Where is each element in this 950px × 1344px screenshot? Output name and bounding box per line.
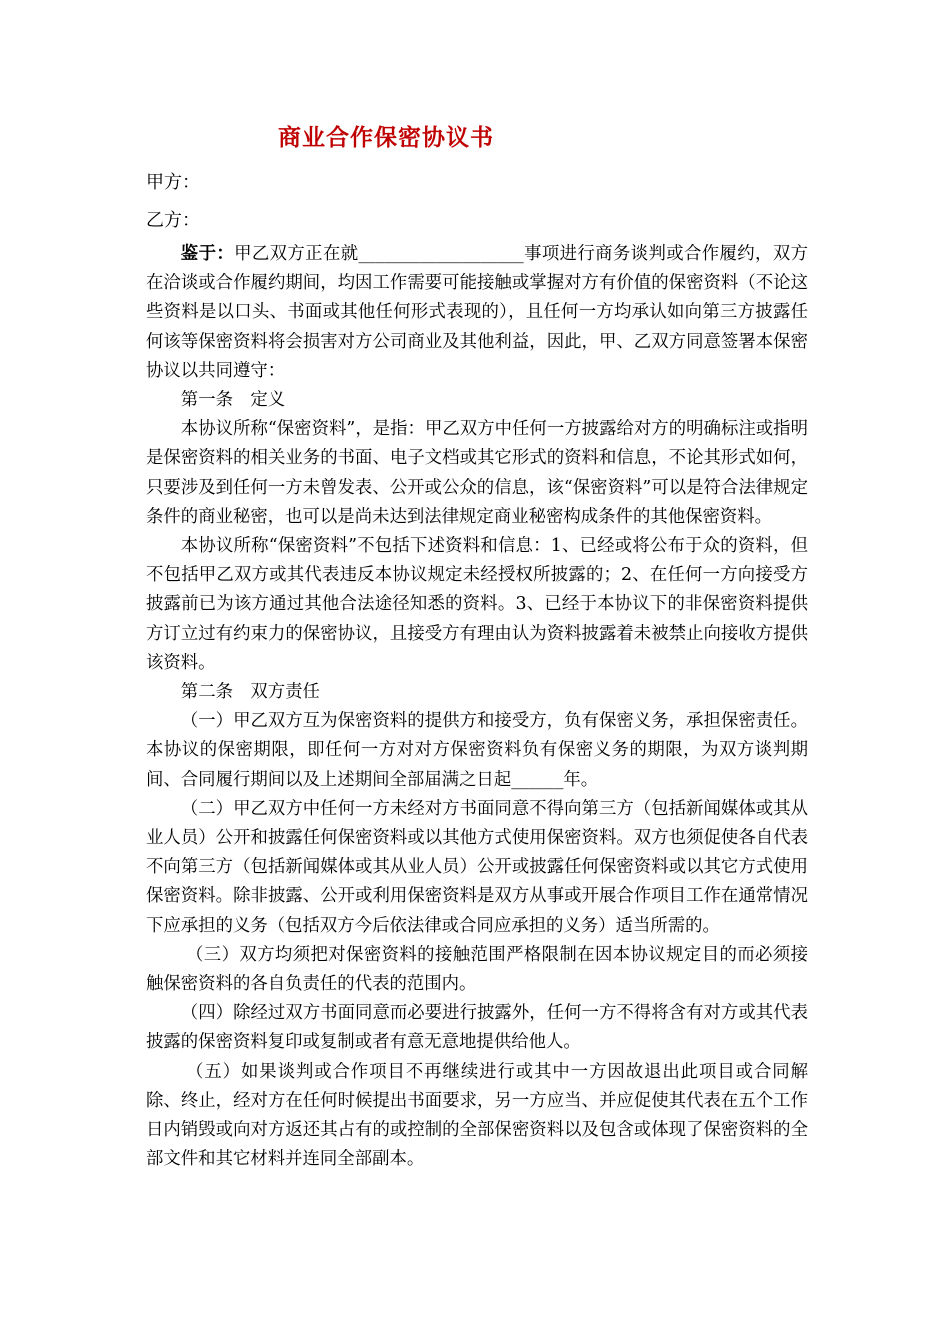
party-b-label: 乙方： bbox=[146, 210, 200, 231]
article2-item-1-unit: 年。 bbox=[563, 769, 599, 790]
article2-item-5: （五）如果谈判或合作项目不再继续进行或其中一方因故退出此项目或合同解除、终止，经对方在任何时候提出书面要求，另一方应当、并应促使其代表在五个工作日内销毁或向对方返还其占有的或控制的全部保密资料以及包含或体现了保密资料的全部文件和其它材料并连同全部副本。 bbox=[146, 1061, 808, 1170]
article2-item-1 bbox=[146, 707, 808, 795]
agreement-body bbox=[146, 240, 808, 1175]
article1-paragraph-1: 本协议所称“保密资料”，是指：甲乙双方中任何一方披露给对方的明确标注或指明是保密资料的相关业务的书面、电子文档或其它形式的资料和信息，不论其形式如何，只要涉及到任何一方未曾发表、公开或公众的信息，该“保密资料”可以是符合法律规定条件的商业秘密，也可以是尚未达到法律规定商业秘密构成条件的其他保密资料。 bbox=[146, 419, 808, 527]
recital-paragraph bbox=[146, 240, 808, 386]
document-title: 商业合作保密协议书 bbox=[278, 124, 494, 151]
article1-heading: 第一条 定义 bbox=[180, 390, 286, 411]
recital-blank-field: ___________________ bbox=[358, 244, 524, 264]
article2-item-3: （三）双方均须把对保密资料的接触范围严格限制在因本协议规定目的而必须接触保密资料的各自负责任的代表的范围内。 bbox=[146, 944, 808, 995]
article1-paragraph-2: 本协议所称“保密资料”不包括下述资料和信息：1、已经或将公布于众的资料，但不包括甲乙双方或其代表违反本协议规定未经授权所披露的；2、在任何一方向接受方披露前已为该方通过其他合法途径知悉的资料。3、已经于本协议下的非保密资料提供方订立过有约束力的保密协议，且接受方有理由认为资料披露着未被禁止向接收方提供该资料。 bbox=[146, 536, 808, 673]
article2-heading: 第二条 双方责任 bbox=[180, 682, 320, 703]
article2-item-4: （四）除经过双方书面同意而必要进行披露外，任何一方不得将含有对方或其代表披露的保密资料复印或复制或者有意无意地提供给他人。 bbox=[146, 1003, 808, 1053]
term-years-blank: ______ bbox=[511, 769, 564, 790]
recital-text-after-blank: 事项进行商务谈判或合作履约，双方在洽谈或合作履约期间，均因工作需要可能接触或掌握对方有价值的保密资料（不论这些资料是以口头、书面或其他任何形式表现的），且任何一方均承认如向第三方披露任何该等保密资料将会损害对方公司商业及其他利益，因此，甲、乙双方同意签署本保密协议以共同遵守： bbox=[146, 244, 808, 381]
recital-lead: 鉴于： bbox=[180, 244, 235, 264]
recital-text-before-blank: 甲乙双方正在就 bbox=[234, 244, 359, 264]
article2-item-1-text: （一）甲乙双方互为保密资料的提供方和接受方，负有保密义务，承担保密责任。本协议的保密期限，即任何一方对对方保密资料负有保密义务的期限，为双方谈判期间、合同履行期间以及上述期间全部届满之日起 bbox=[146, 711, 808, 790]
party-a-label: 甲方： bbox=[146, 172, 200, 193]
article2-item-2: （二）甲乙双方中任何一方未经对方书面同意不得向第三方（包括新闻媒体或其从业人员）公开和披露任何保密资料或以其他方式使用保密资料。双方也须促使各自代表不向第三方（包括新闻媒体或其从业人员）公开或披露任何保密资料或以其它方式使用保密资料。除非披露、公开或利用保密资料是双方从事或开展合作项目工作在通常情况下应承担的义务（包括双方今后依法律或合同应承担的义务）适当所需的。 bbox=[146, 798, 808, 936]
